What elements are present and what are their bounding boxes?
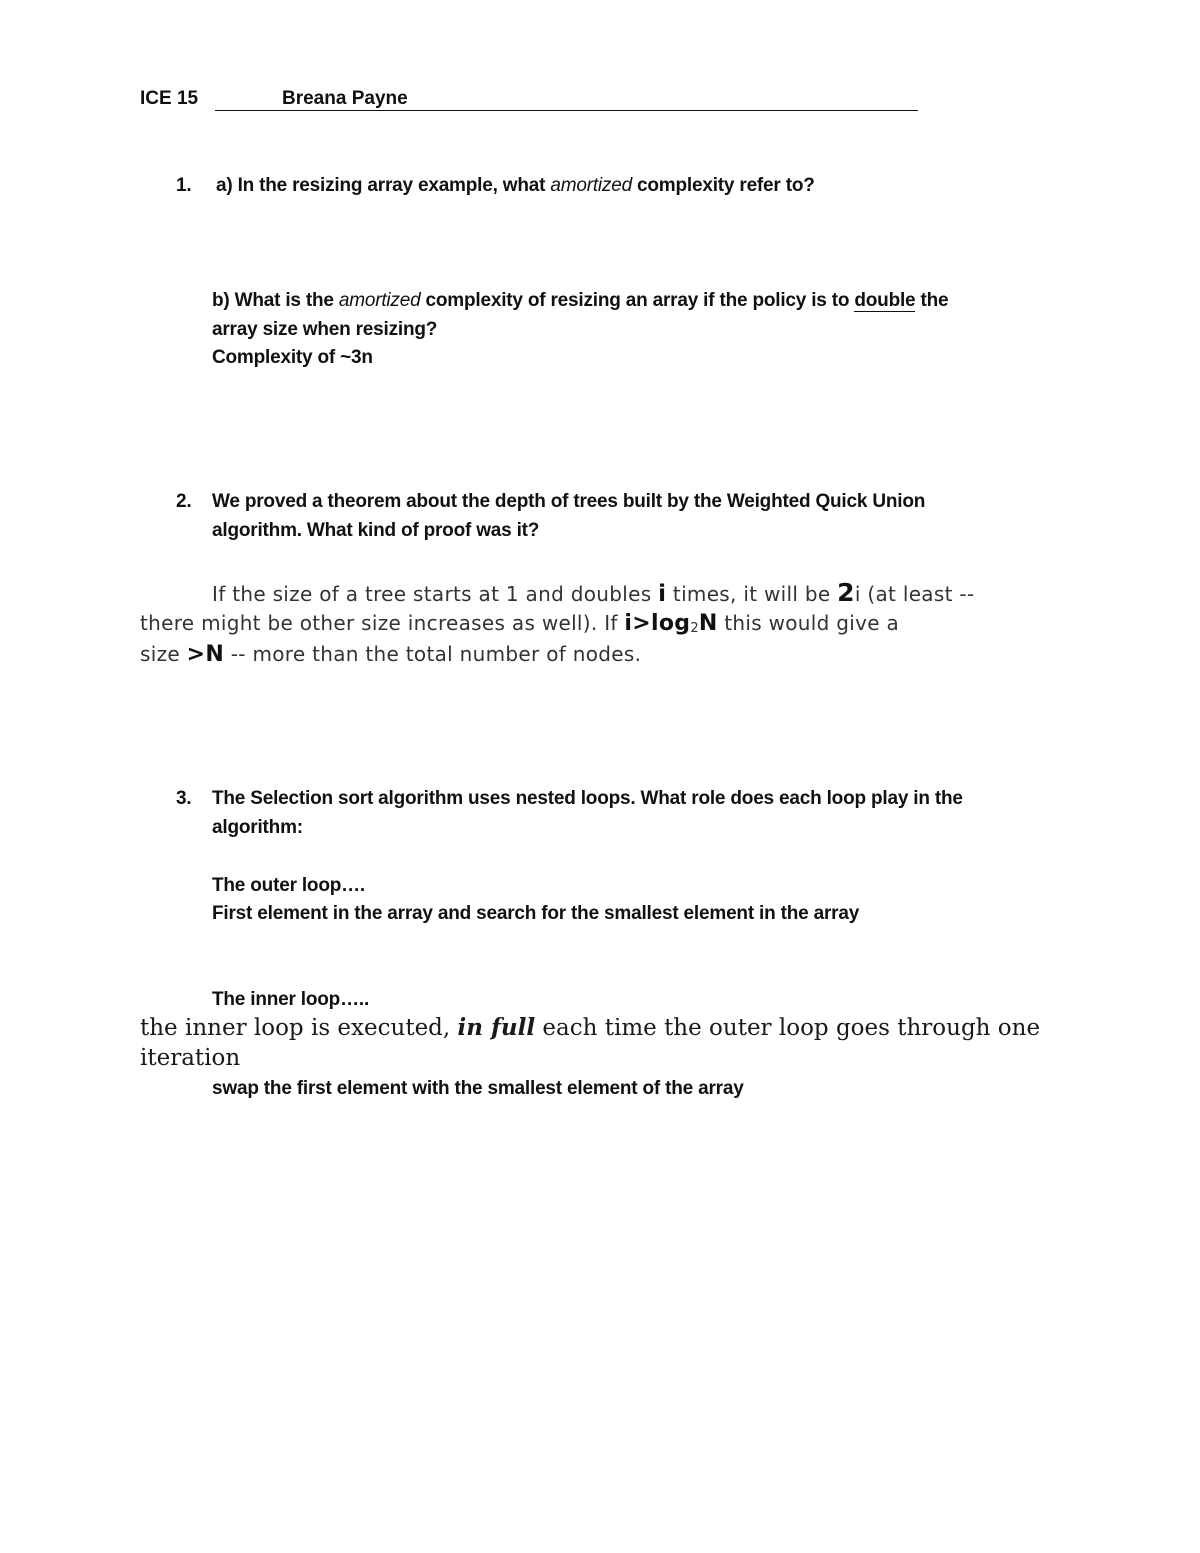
q2-number: 2.	[176, 491, 192, 512]
q2-answer-line3: size >N -- more than the total number of nodes.	[140, 642, 642, 667]
q3-inner-answer-line1: the inner loop is executed, in full each time the outer loop goes through one	[140, 1014, 1041, 1041]
q1-number: 1.	[176, 175, 192, 196]
q3-inner-answer-line3: swap the first element with the smallest element of the array	[212, 1078, 744, 1099]
doc-title: ICE 15	[140, 88, 199, 109]
q2-text-line2: algorithm. What kind of proof was it?	[212, 520, 540, 541]
q3-number: 3.	[176, 788, 192, 809]
q1b-text: b) What is the amortized complexity of resizing an array if the policy is to double the	[212, 290, 949, 311]
q1b-answer: Complexity of ~3n	[212, 347, 373, 368]
q3-inner-label: The inner loop…..	[212, 989, 370, 1010]
q3-outer-answer: First element in the array and search for the smallest element in the array	[212, 903, 860, 924]
q2-text: We proved a theorem about the depth of trees built by the Weighted Quick Union	[212, 491, 926, 512]
q2-answer-line2: there might be other size increases as well). If $i>\log_2N$ this would give a	[140, 611, 900, 636]
q1a-text: a) In the resizing array example, what amortized complexity refer to?	[216, 175, 815, 196]
q3-outer-label: The outer loop….	[212, 875, 366, 896]
q3-text: The Selection sort algorithm uses nested loops. What role does each loop play in the	[212, 788, 963, 809]
student-name: Breana Payne	[282, 88, 408, 109]
q2-answer-line1: If the size of a tree starts at 1 and doubles i times, it will be 2i (at least --	[212, 578, 975, 607]
q1b-text-line2: array size when resizing?	[212, 319, 438, 340]
q3-inner-answer-line2: iteration	[140, 1045, 241, 1071]
q3-text-line2: algorithm:	[212, 817, 303, 838]
